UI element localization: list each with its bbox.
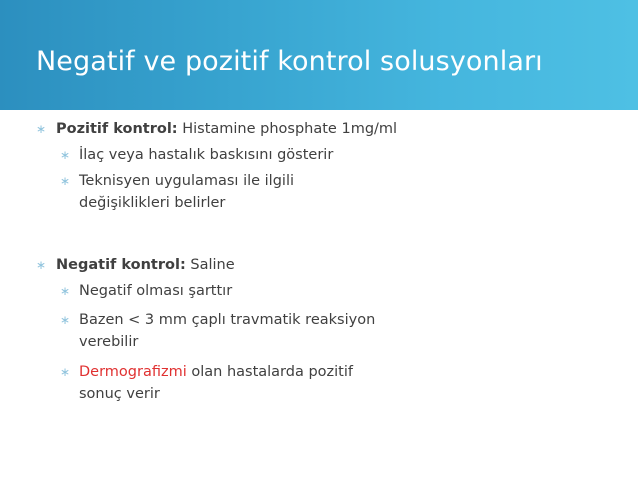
highlighted-term: Dermografizmi <box>79 364 187 380</box>
sub-bullet-negative-3 <box>60 361 379 405</box>
sub-bullet-text: Negatif olması şarttır <box>79 283 233 299</box>
negative-control-label: Negatif kontrol: <box>56 257 186 273</box>
bullet-marker-icon: ∗ <box>60 284 71 298</box>
sub-bullet-text: İlaç veya hastalık baskısını gösterir <box>79 147 334 163</box>
negative-control-value: Saline <box>185 257 235 273</box>
bullet-marker-icon: ∗ <box>60 174 71 188</box>
sub-bullet-positive-1 <box>60 144 419 166</box>
positive-control-value: Histamine phosphate 1mg/ml <box>177 121 398 137</box>
bullet-positive-control <box>36 118 436 140</box>
sub-bullet-text: olan hastalarda pozitif sonuç verir <box>79 364 353 402</box>
title-banner <box>0 0 638 110</box>
bullet-negative-control <box>36 254 436 276</box>
sub-bullet-positive-2 <box>60 170 379 214</box>
bullet-marker-icon: ∗ <box>60 148 71 162</box>
sub-bullet-negative-2 <box>60 309 389 353</box>
bullet-marker-icon: ∗ <box>60 313 71 327</box>
bullet-marker-icon: ∗ <box>60 365 71 379</box>
slide-title: Negatif ve pozitif kontrol solusyonları <box>36 46 543 77</box>
positive-control-label: Pozitif kontrol: <box>56 121 178 137</box>
sub-bullet-negative-1 <box>60 280 419 302</box>
sub-bullet-text: Bazen < 3 mm çaplı travmatik reaksiyon verebilir <box>79 312 376 350</box>
bullet-marker-icon: ∗ <box>36 122 47 136</box>
bullet-marker-icon: ∗ <box>36 258 47 272</box>
sub-bullet-text: Teknisyen uygulaması ile ilgili değişiklikleri belirler <box>79 173 295 211</box>
